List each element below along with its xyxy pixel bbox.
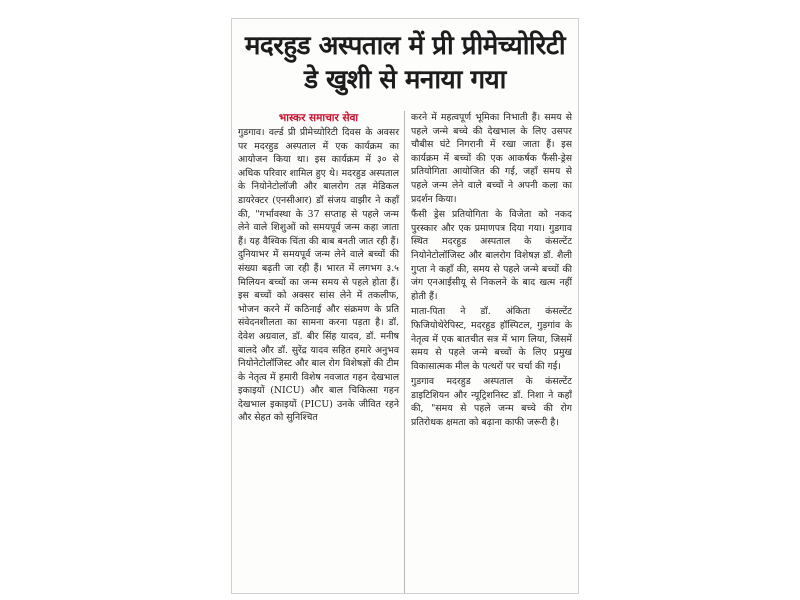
paragraph: गुडगाव मदरहुड अस्पताल के कंसल्टेंट डाइटिशियन और न्यूट्रिशनिस्ट डॉ. निशा ने कहाँ की, "समय से पहले जन्म बच्चे की रोग प्रतिरोधक क्षमता को बढ़ाना काफी जरूरी है। <box>411 376 572 429</box>
article-body <box>232 111 578 593</box>
headline-line-1: मदरहुड अस्पताल में प्री प्रीमेच्योरिटी <box>244 31 566 61</box>
paragraph: फैंसी ड्रेस प्रतियोगिता के विजेता को नकद पुरस्कार और एक प्रमाणपत्र दिया गया। गुडगाव स्थित मदरहुड अस्पताल के कंसल्टेंट नियोनेटोलॉजिस्ट और बालरोग विशेषज्ञ डॉ. शैली गुप्ता ने कहाँ की, समय से पहले जन्मे बच्चों की जंग एनआईसीयू से निकलने के बाद खत्म नहीं होती हैं। <box>411 209 572 302</box>
paragraph: गुडगाव। वर्ल्ड प्री प्रीमेच्योरिटी दिवस के अवसर पर मदरहुड अस्पताल में एक कार्यक्रम का आयोजन किया था। इस कार्यक्रम में ३० से अधिक परिवार शामिल हुए थे। मदरहुड अस्पताल के नियोनेटोलॉजी और बालरोग तज्ञ मेडिकल डायरेक्टर (एनसीआर) डॉ संजय वाझीर ने कहाँ की, "गर्भावस्था के 37 सप्ताह से पहले जन्म लेने वाले शिशुओं को समयपूर्व जन्म कहा जाता हैं। यह वैश्विक चिंता की बाब बनती जात रही हैं। दुनियाभर में समयपूर्व जन्म लेने वाले बच्चों की संख्या बढ़ती जा रही हैं। भारत में लगभग ३.५ मिलियन बच्चों का जन्म समय से पहले होता हैं। इस बच्चों को अक्सर सांस लेने में तकलीफ, भोजन करने में कठिनाई और संक्रमण के प्रति संवेदनशीलता का सामना करना पड़ता है। डॉ. देवेश अग्रवाल, डॉ. बीर सिंह यादव, डॉ. मनीष बालदे और डॉ. सुरेंद्र यादव सहित हमारे अनुभव नियोनेटोलॉजिस्ट और बाल रोग विशेषज्ञों की टीम के नेतृत्व में हमारी विशेष नवजात गहन देखभाल इकाइयों (NICU) और बाल चिकित्सा गहन देखभाल इकाइयों (PICU) उनके जीवित रहने और सेहत को सुनिश्चित <box>238 127 399 424</box>
paragraph: करने में महत्वपूर्ण भूमिका निभाती हैं। समय से पहले जन्मे बच्चे की देखभाल के लिए उसपर चौबीस घंटे निगरानी में रखा जाता हैं। इस कार्यक्रम में बच्चों की एक आकर्षक फैंसी-ड्रेस प्रतियोगिता आयोजित की गई, जहाँ समय से पहले जन्म लेने वाले बच्चों ने अपनी कला का प्रदर्शन किया। <box>411 112 572 205</box>
column-left <box>238 111 405 593</box>
newspaper-clipping <box>231 18 579 594</box>
column-right <box>411 111 572 593</box>
headline <box>238 29 572 97</box>
paragraph: माता-पिता ने डॉ. अंकिता कंसल्टेंट फिजियोथेरेपिस्ट, मदरहुड हॉस्पिटल, गुड़गांव के नेतृत्व में एक बातचीत सत्र में भाग लिया, जिसमें समय से पहले जन्मे बच्चों के लिए प्रमुख विकासात्मक मील के पत्थरों पर चर्चा की गई। <box>411 306 572 372</box>
byline: भास्कर समाचार सेवा <box>278 112 359 124</box>
headline-line-2: डे खुशी से मनाया गया <box>304 65 506 95</box>
